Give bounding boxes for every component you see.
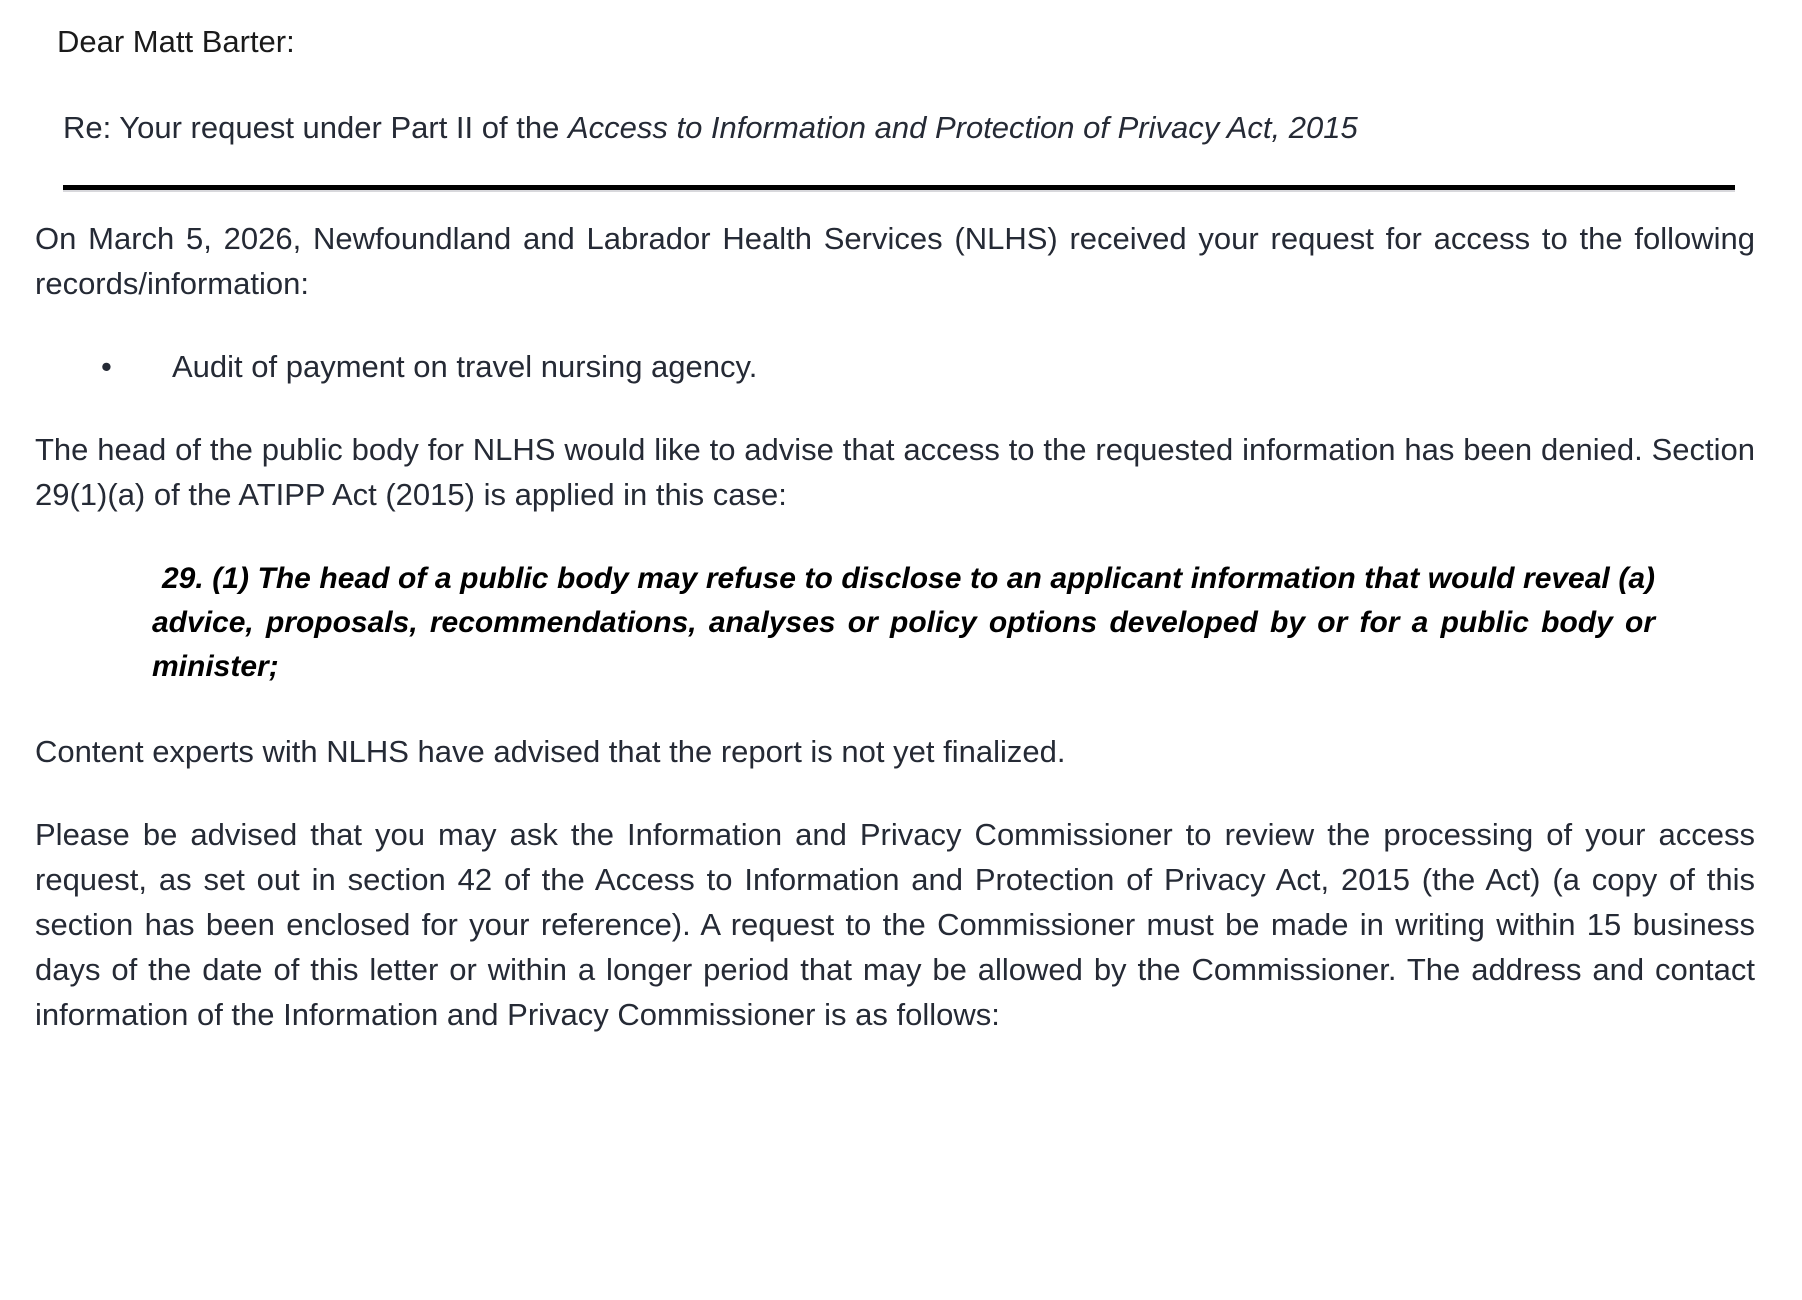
letter-body: [0, 190, 1802, 1037]
spacer: [35, 389, 1755, 427]
request-items-list: [35, 344, 1755, 389]
spacer: [35, 517, 1755, 557]
review-rights-paragraph: Please be advised that you may ask the Information and Privacy Commissioner to review the processing of your access request, as set out in section 42 of the Access to Information and Protection of Privacy Act, 2015 (the Act) (a copy of this section has been enclosed for your reference). A request to the Commissioner must be made in writing within 15 business days of the date of this letter or within a longer period that may be allowed by the Commissioner. The address and contact information of the Information and Privacy Commissioner is as follows:: [35, 817, 1755, 1032]
salutation: Dear Matt Barter:: [57, 24, 295, 59]
denial-paragraph: The head of the public body for NLHS would like to advise that access to the requested information has been denied. Section 29(1)(a) of the ATIPP Act (2015) is applied in this case:: [35, 432, 1755, 512]
request-item-text: Audit of payment on travel nursing agency.: [172, 349, 758, 384]
list-item: [35, 344, 1755, 389]
intro-paragraph: On March 5, 2026, Newfoundland and Labrador Health Services (NLHS) received your request for access to the following records/information:: [35, 221, 1755, 301]
statute-quote-block: [152, 557, 1655, 689]
content-experts-paragraph: Content experts with NLHS have advised that the report is not yet finalized.: [35, 734, 1066, 769]
act-title-italic: Access to Information and Protection of Privacy Act, 2015: [567, 110, 1358, 145]
spacer: [35, 689, 1755, 729]
letter-header: [0, 0, 1802, 143]
spacer: [35, 774, 1755, 812]
spacer: [35, 306, 1755, 344]
bullet-point-icon: •: [101, 349, 112, 384]
subject-prefix: Re: Your request under Part II of the: [63, 110, 568, 145]
statute-quote-text: 29. (1) The head of a public body may refuse to disclose to an applicant information that would reveal (a) advice, proposals, recommendations, analyses or policy options developed by or for a public body or minister;: [152, 562, 1655, 683]
subject-line: [63, 112, 1802, 143]
